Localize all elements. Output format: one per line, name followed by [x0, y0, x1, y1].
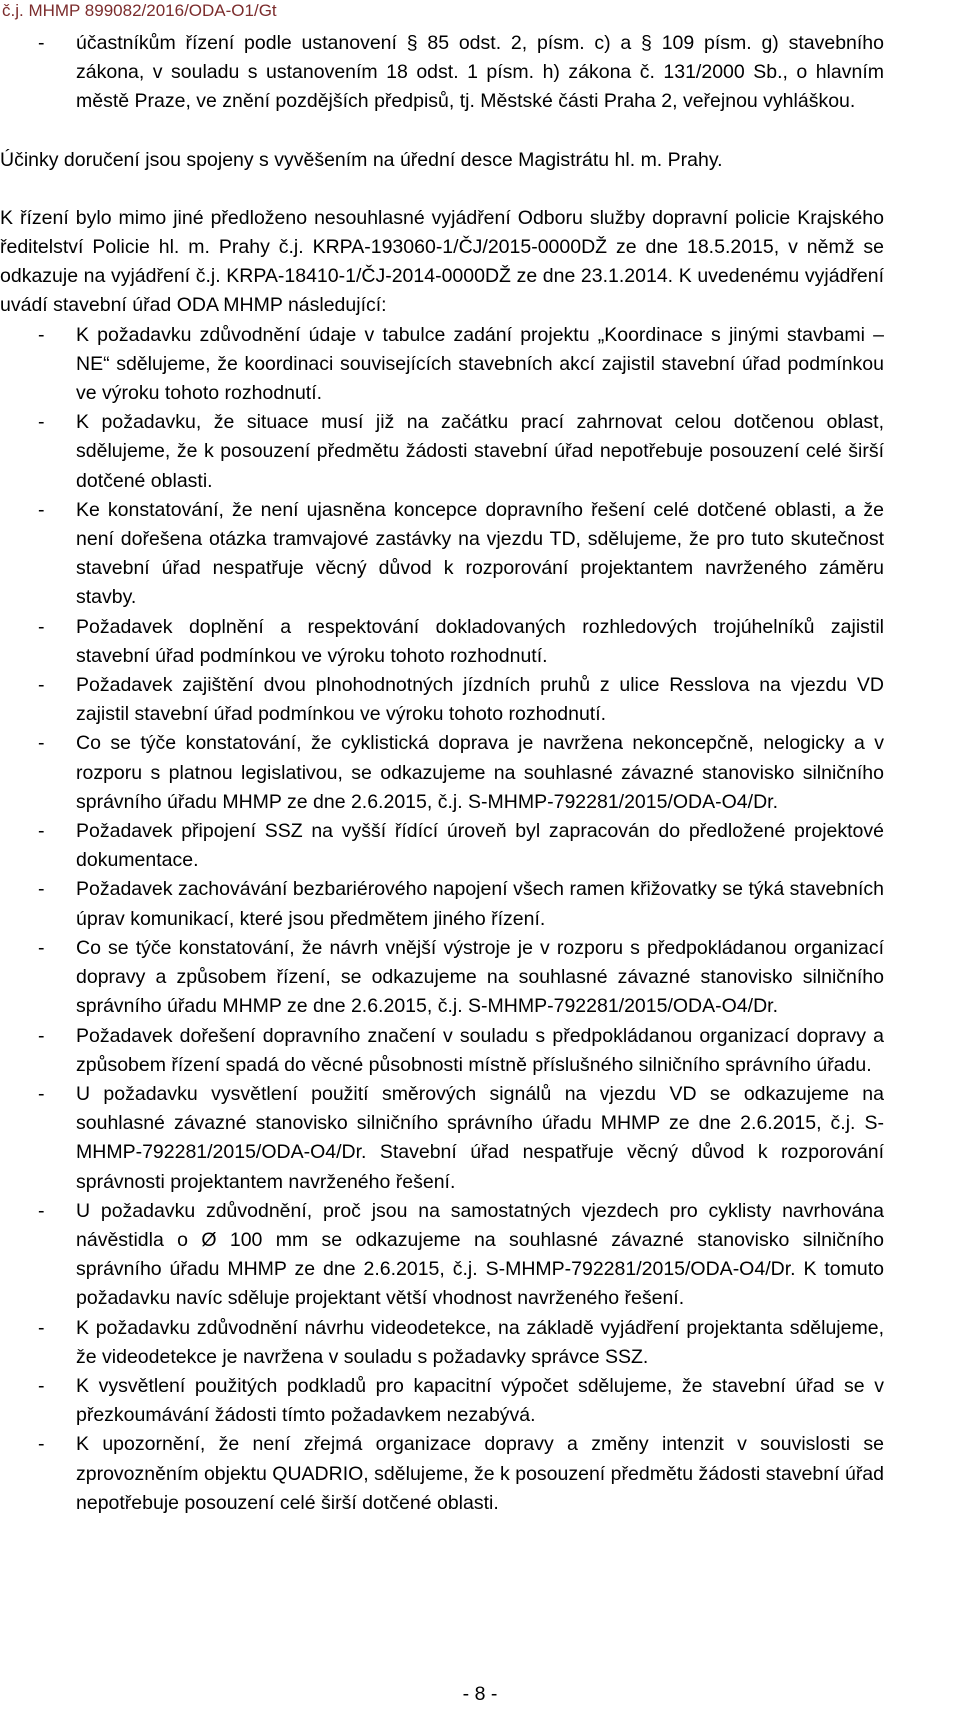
recipient-list	[0, 29, 960, 117]
list-item: - Co se týče konstatování, že cyklistická doprava je navržena nekoncepčně, nelogicky a v rozporu s platnou legislativou, se odkazujeme na souhlasné závazné stanovisko silničního správního úřadu MHMP ze dne 2.6.2015, č.j. S-MHMP-792281/2015/ODA-O4/Dr.	[0, 729, 960, 817]
list-item: - K vysvětlení použitých podkladů pro kapacitní výpočet sdělujeme, že stavební úřad se v přezkoumávání žádosti tímto požadavkem nezabývá.	[0, 1372, 960, 1430]
list-item: - Co se týče konstatování, že návrh vnější výstroje je v rozporu s předpokládanou organizací dopravy a způsobem řízení, se odkazujeme na souhlasné závazné stanovisko silničního správního úřadu MHMP ze dne 2.6.2015, č.j. S-MHMP-792281/2015/ODA-O4/Dr.	[0, 934, 960, 1022]
spacer	[0, 175, 960, 204]
intro-paragraph: K řízení bylo mimo jiné předloženo nesouhlasné vyjádření Odboru služby dopravní policie Krajského ředitelství Policie hl. m. Prahy č.j. KRPA-193060-1/ČJ/2015-0000DŽ ze dne 18.5.2015, v němž se odkazuje na vyjádření č.j. KRPA-18410-1/ČJ-2014-0000DŽ ze dne 23.1.2014. K uvedenému vyjádření uvádí stavební úřad ODA MHMP následující:	[0, 206, 884, 317]
list-item: - K požadavku, že situace musí již na začátku prací zahrnovat celou dotčenou oblast, sdělujeme, že k posouzení předmětu žádosti stavební úřad nepotřebuje posouzení celé širší dotčené oblasti.	[0, 408, 960, 496]
document-body	[0, 29, 960, 1518]
list-item: - Požadavek doplnění a respektování dokladovaných rozhledových trojúhelníků zajistil stavební úřad podmínkou ve výroku tohoto rozhodnutí.	[0, 613, 960, 671]
list-item: - K požadavku zdůvodnění údaje v tabulce zadání projektu „Koordinace s jinými stavbami – NE“ sdělujeme, že koordinaci souvisejících stavebních akcí zajistil stavební úřad podmínkou ve výroku tohoto rozhodnutí.	[0, 321, 960, 409]
list-item: - Požadavek zachovávání bezbariérového napojení všech ramen křižovatky se týká stavebních úprav komunikací, které jsou předmětem jiného řízení.	[0, 875, 960, 933]
list-item: - K požadavku zdůvodnění návrhu videodetekce, na základě vyjádření projektanta sdělujeme, že videodetekce je navržena v souladu s požadavky správce SSZ.	[0, 1314, 960, 1372]
delivery-paragraph: Účinky doručení jsou spojeny s vyvěšením na úřední desce Magistrátu hl. m. Prahy.	[0, 148, 723, 171]
list-item: - Požadavek zajištění dvou plnohodnotných jízdních pruhů z ulice Resslova na vjezdu VD zajistil stavební úřad podmínkou ve výroku tohoto rozhodnutí.	[0, 671, 960, 729]
list-item: - Požadavek dořešení dopravního značení v souladu s předpokládanou organizací dopravy a způsobem řízení spadá do věcné působnosti místně příslušného silničního správního úřadu.	[0, 1022, 960, 1080]
document-reference: č.j. MHMP 899082/2016/ODA-O1/Gt	[2, 1, 277, 20]
list-item: - U požadavku vysvětlení použití směrových signálů na vjezdu VD se odkazujeme na souhlasné závazné stanovisko silničního správního úřadu MHMP ze dne 2.6.2015, č.j. S-MHMP-792281/2015/ODA-O4/Dr. Stavební úřad nespatřuje věcný důvod k rozporování správnosti projektantem navrženého řešení.	[0, 1080, 960, 1197]
list-item: - účastníkům řízení podle ustanovení § 85 odst. 2, písm. c) a § 109 písm. g) stavebního zákona, v souladu s ustanovením 18 odst. 1 písm. h) zákona č. 131/2000 Sb., o hlavním městě Praze, ve znění pozdějších předpisů, tj. Městské části Praha 2, veřejnou vyhláškou.	[0, 29, 960, 117]
response-list	[0, 321, 960, 1518]
list-item: - U požadavku zdůvodnění, proč jsou na samostatných vjezdech pro cyklisty navrhována návěstidla o Ø 100 mm se odkazujeme na souhlasné závazné stanovisko silničního správního úřadu MHMP ze dne 2.6.2015, č.j. S-MHMP-792281/2015/ODA-O4/Dr. K tomuto požadavku navíc sděluje projektant větší vhodnost navrženého řešení.	[0, 1197, 960, 1314]
list-item: - K upozornění, že není zřejmá organizace dopravy a změny intenzit v souvislosti se zprovozněním objektu QUADRIO, sdělujeme, že k posouzení předmětu žádosti stavební úřad nepotřebuje posouzení celé širší dotčené oblasti.	[0, 1430, 960, 1518]
list-item: - Požadavek připojení SSZ na vyšší řídící úroveň byl zapracován do předložené projektové dokumentace.	[0, 817, 960, 875]
page-number: - 8 -	[462, 1683, 498, 1705]
list-item: - Ke konstatování, že není ujasněna koncepce dopravního řešení celé dotčené oblasti, a že není dořešena otázka tramvajové zastávky na vjezdu TD, sdělujeme, že pro tuto skutečnost stavební úřad nespatřuje věcný důvod k rozporování projektantem navrženého záměru stavby.	[0, 496, 960, 613]
spacer	[0, 117, 960, 146]
